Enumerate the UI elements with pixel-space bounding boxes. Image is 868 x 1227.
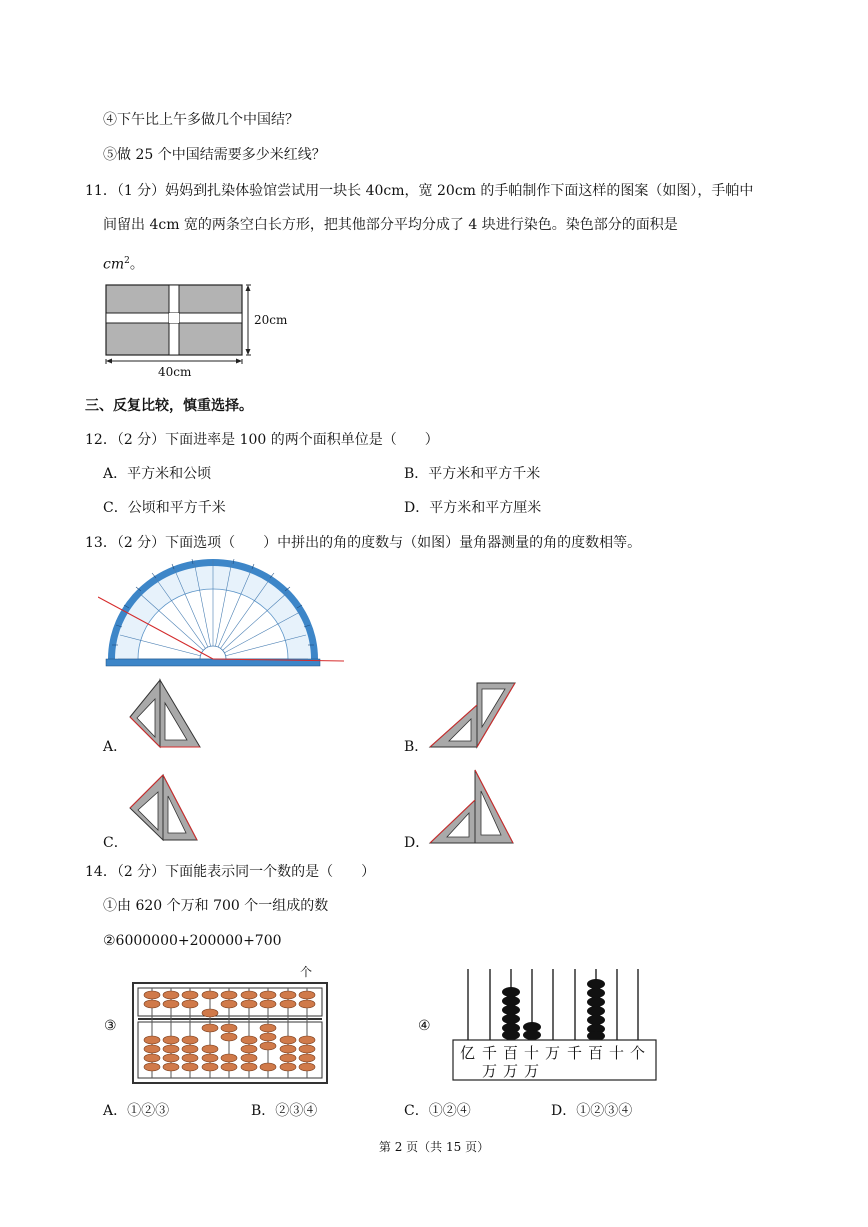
label-shi-wan: 十 [524,1044,540,1062]
abacus-ones-label: 个 [300,965,313,979]
label-wan-2: 万 [503,1062,519,1080]
q13-option-a[interactable]: A． [103,739,128,755]
label-wan-1: 万 [482,1062,498,1080]
handkerchief-height-label: 20cm [254,313,288,327]
q14-item-2: ②6000000+200000+700 [103,933,282,949]
q14-option-b[interactable]: B．②③④ [251,1103,318,1119]
q11-unit-text: cm [103,256,125,273]
label-wan-3: 万 [524,1062,540,1080]
label-ge: 个 [630,1044,646,1062]
protractor-figure [98,555,348,675]
label-wan: 万 [545,1044,561,1062]
label-qian-wan: 千 [482,1044,498,1062]
q12-option-c[interactable]: C．公顷和平方千米 [103,500,226,516]
q10-item-4: ④下午比上午多做几个中国结？ [103,112,299,128]
q11-unit-tail: 。 [129,256,144,273]
q10-item-5: ⑤做 25 个中国结需要多少米红线？ [103,147,326,163]
section-3-title: 三、反复比较，慎重选择。 [85,398,253,414]
q13-stem: 13．（2 分）下面选项（ ）中拼出的角的度数与（如图）量角器测量的角的度数相等。 [85,535,642,551]
q11-stem-line2: 间留出 4cm 宽的两条空白长方形，把其他部分平均分成了 4 块进行染色。染色部分的面积是 [103,217,678,233]
q14-item-4-label: ④ [418,1018,431,1034]
counting-frame-labels [455,1042,655,1082]
q14-option-d[interactable]: D．①②③④ [551,1103,633,1119]
q14-stem: 14．（2 分）下面能表示同一个数的是（ ） [85,864,376,880]
label-bai-wan: 百 [503,1044,519,1062]
label-qian: 千 [567,1044,583,1062]
handkerchief-figure [100,280,300,380]
label-bai: 百 [588,1044,604,1062]
q14-item-1: ①由 620 个万和 700 个一组成的数 [103,898,329,914]
q14-item-3-label: ③ [104,1018,117,1034]
q13-option-c[interactable]: C． [103,835,128,851]
q14-option-c[interactable]: C．①②④ [404,1103,471,1119]
abacus-figure [130,978,330,1088]
q11-unit-exponent: 2 [124,256,130,266]
q11-stem-line1: 11．（1 分）妈妈到扎染体验馆尝试用一块长 40cm，宽 20cm 的手帕制作下面这样的图案（如图），手帕中 [85,183,754,199]
q13-option-d-figure[interactable] [425,765,520,850]
label-yi: 亿 [460,1044,476,1062]
q13-option-c-figure[interactable] [125,770,210,850]
page-footer: 第 2 页（共 15 页） [378,1140,490,1154]
q13-option-d[interactable]: D． [404,835,430,851]
label-shi: 十 [609,1044,625,1062]
q13-option-a-figure[interactable] [125,675,210,755]
q12-stem: 12．（2 分）下面进率是 100 的两个面积单位是（ ） [85,432,439,448]
q12-option-d[interactable]: D．平方米和平方厘米 [404,500,542,516]
q12-option-a[interactable]: A．平方米和公顷 [103,466,212,482]
handkerchief-width-label: 40cm [158,365,192,379]
q12-option-b[interactable]: B．平方米和平方千米 [404,466,541,482]
q11-unit [103,251,144,275]
q13-option-b[interactable]: B． [404,739,429,755]
q14-option-a[interactable]: A．①②③ [103,1103,170,1119]
q13-option-b-figure[interactable] [425,675,520,755]
